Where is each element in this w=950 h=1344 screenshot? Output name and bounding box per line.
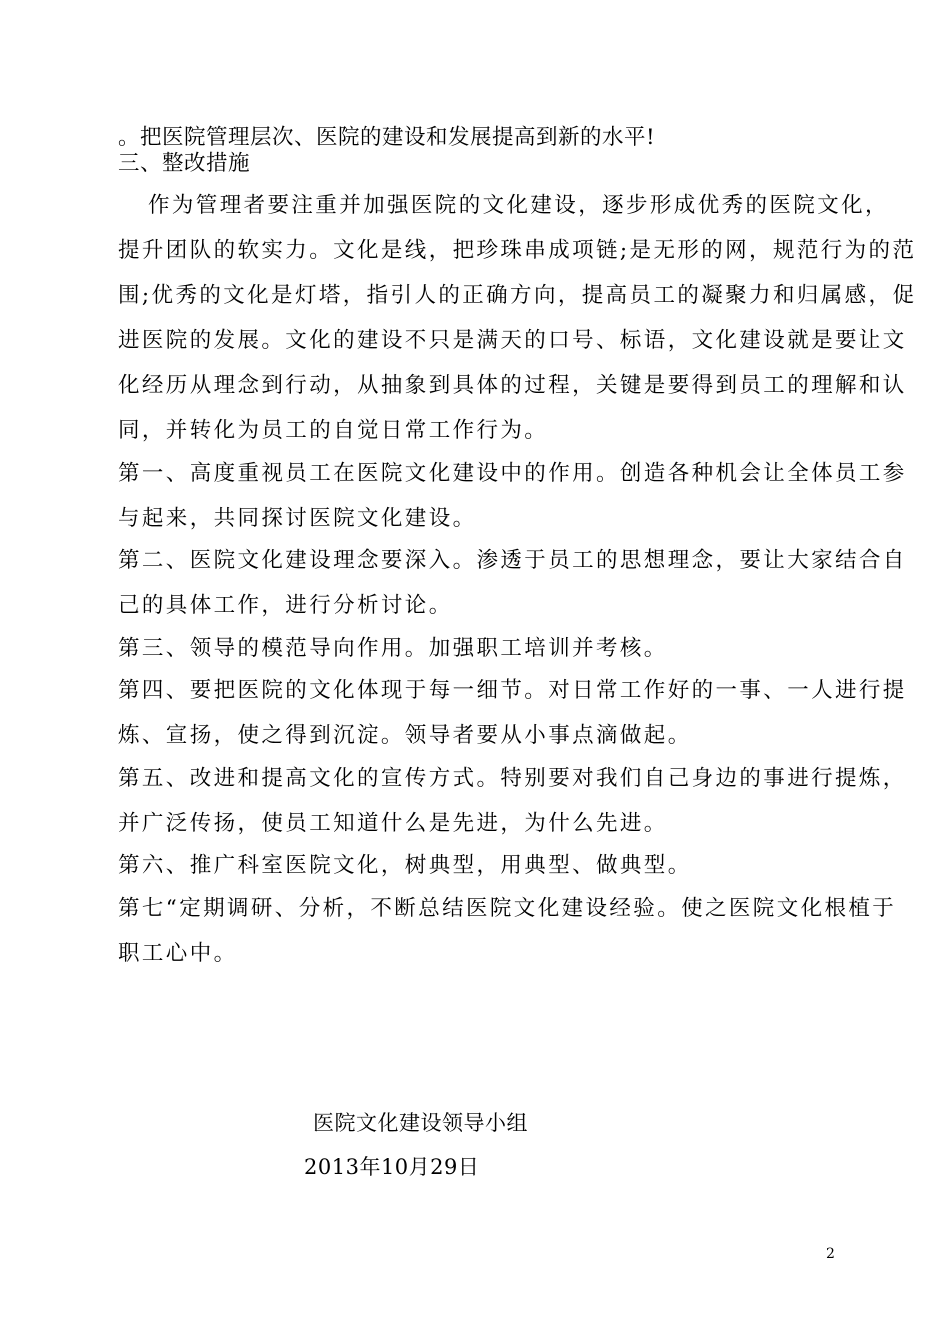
measure-line: 第三、领导的模范导向作用。加强职工培训并考核。 [118, 636, 668, 661]
intro-line: 围;优秀的文化是灯塔，指引人的正确方向，提高员工的凝聚力和归属感，促 [118, 283, 917, 308]
intro-line: 提升团队的软实力。文化是线，把珍珠串成项链;是无形的网，规范行为的范 [118, 238, 917, 263]
measure-line: 第七“定期调研、分析，不断总结医院文化建设经验。使之医院文化根植于 [118, 896, 897, 921]
measure-line: 第一、高度重视员工在医院文化建设中的作用。创造各种机会让全体员工参 [118, 461, 907, 486]
measure-line: 第六、推广科室医院文化，树典型，用典型、做典型。 [118, 853, 692, 878]
intro-line: 同，并转化为员工的自觉日常工作行为。 [118, 418, 549, 443]
section-heading: 三、整改措施 [118, 151, 251, 176]
intro-line: 作为管理者要注重并加强医院的文化建设，逐步形成优秀的医院文化， [148, 193, 889, 218]
lead-line: 。把医院管理层次、医院的建设和发展提高到新的水平! [118, 125, 656, 150]
measure-line: 第五、改进和提高文化的宣传方式。特别要对我们自己身边的事进行提炼， [118, 766, 907, 791]
measure-line: 己的具体工作，进行分析讨论。 [118, 593, 453, 618]
page-number: 2 [826, 1246, 835, 1262]
measure-line: 第四、要把医院的文化体现于每一细节。对日常工作好的一事、一人进行提 [118, 678, 907, 703]
measure-line: 与起来，共同探讨医院文化建设。 [118, 506, 477, 531]
intro-line: 进医院的发展。文化的建设不只是满天的口号、标语，文化建设就是要让文 [118, 328, 907, 353]
measure-line: 第二、医院文化建设理念要深入。渗透于员工的思想理念，要让大家结合自 [118, 548, 907, 573]
signature-organization: 医院文化建设领导小组 [313, 1111, 528, 1135]
measure-line: 炼、宣扬，使之得到沉淀。领导者要从小事点滴做起。 [118, 723, 692, 748]
measure-line: 职工心中。 [118, 941, 238, 966]
signature-date: 2013年10月29日 [304, 1155, 480, 1179]
intro-line: 化经历从理念到行动，从抽象到具体的过程，关键是要得到员工的理解和认 [118, 373, 907, 398]
measure-line: 并广泛传扬，使员工知道什么是先进，为什么先进。 [118, 811, 668, 836]
